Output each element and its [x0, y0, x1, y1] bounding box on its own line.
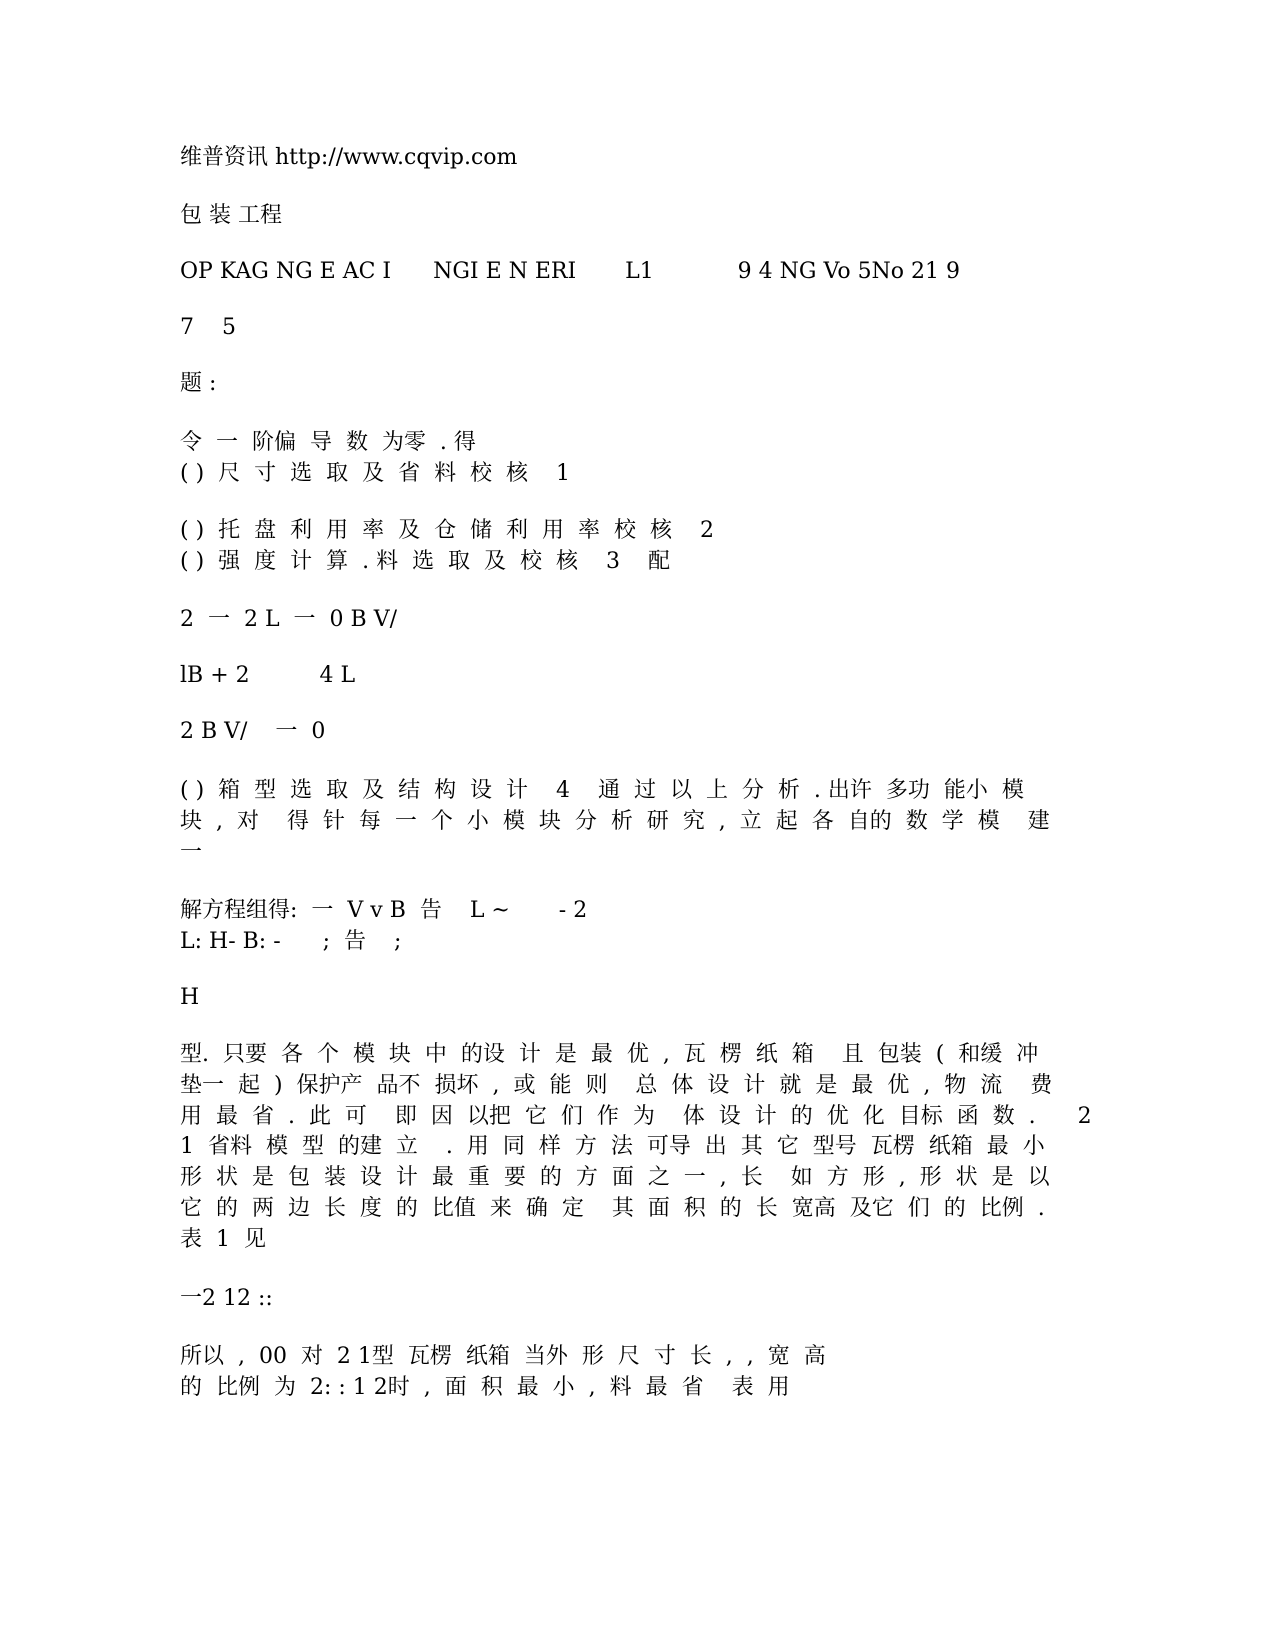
- journal-title-en: OP KAG NG E AC I NGI E N ERI L1 9 4 NG Vo 5No 21 9: [180, 259, 961, 284]
- model-line: 型. 只要 各 个 模 块 中 的设 计 是 最 优 , 瓦 楞 纸 箱 且 包装 ( 和缓 冲: [180, 1042, 1039, 1067]
- solution-line: L: H- B: - ; 告 ;: [180, 929, 402, 954]
- fragment-numbers: 7 5: [180, 315, 236, 340]
- model-line: 它 的 两 边 长 度 的 比值 来 确 定 其 面 积 的 长 宽高 及它 们 的 比例 .: [180, 1196, 1045, 1221]
- ti-label: 题 :: [180, 371, 217, 396]
- check-line: ( ) 强 度 计 算 . 料 选 取 及 校 核 3 配: [180, 549, 670, 574]
- model-line: 形 状 是 包 装 设 计 最 重 要 的 方 面 之 一 , 长 如 方 形 , 形 状 是 以: [180, 1165, 1050, 1190]
- derivative-line: 令 一 阶偏 导 数 为零 . 得: [180, 430, 476, 455]
- solution-line: 解方程组得: 一 V v B 告 L ~ - 2: [180, 898, 588, 923]
- equation-line: 2 一 2 L 一 0 B V/: [180, 607, 397, 632]
- design-line: 块 , 对 得 针 每 一 个 小 模 块 分 析 研 究 , 立 起 各 自的 数 学 模 建: [180, 809, 1050, 834]
- conclusion-line: 所以 , 00 对 2 1型 瓦楞 纸箱 当外 形 尺 寸 长 , , 宽 高: [180, 1344, 826, 1369]
- source-watermark: 维普资讯 http://www.cqvip.com: [180, 145, 518, 170]
- check-line: ( ) 托 盘 利 用 率 及 仓 储 利 用 率 校 核 2: [180, 518, 714, 543]
- equation-line: 2 B V/ 一 0: [180, 719, 326, 744]
- model-line: 用 最 省 . 此 可 即 因 以把 它 们 作 为 体 设 计 的 优 化 目标 函 数 . 2: [180, 1104, 1092, 1129]
- design-line: 一: [180, 840, 203, 865]
- journal-title-cn: 包 装 工程: [180, 203, 282, 228]
- conclusion-line: 的 比例 为 2: : 1 2时 , 面 积 最 小 , 料 最 省 表 用: [180, 1375, 790, 1400]
- design-line: ( ) 箱 型 选 取 及 结 构 设 计 4 通 过 以 上 分 析 . 出许 多功 能小 模: [180, 778, 1024, 803]
- h-label: H: [180, 985, 200, 1010]
- model-line: 1 省料 模 型 的建 立 . 用 同 样 方 法 可导 出 其 它 型号 瓦楞 纸箱 最 小: [180, 1134, 1045, 1159]
- equation-line: lB + 2 4 L: [180, 663, 356, 688]
- ratio-line: 一2 12 ::: [180, 1286, 273, 1311]
- model-line: 表 1 见: [180, 1227, 266, 1252]
- derivative-line: ( ) 尺 寸 选 取 及 省 料 校 核 1: [180, 461, 571, 486]
- model-line: 垫一 起 ) 保护产 品不 损坏 , 或 能 则 总 体 设 计 就 是 最 优 , 物 流 费: [180, 1073, 1053, 1098]
